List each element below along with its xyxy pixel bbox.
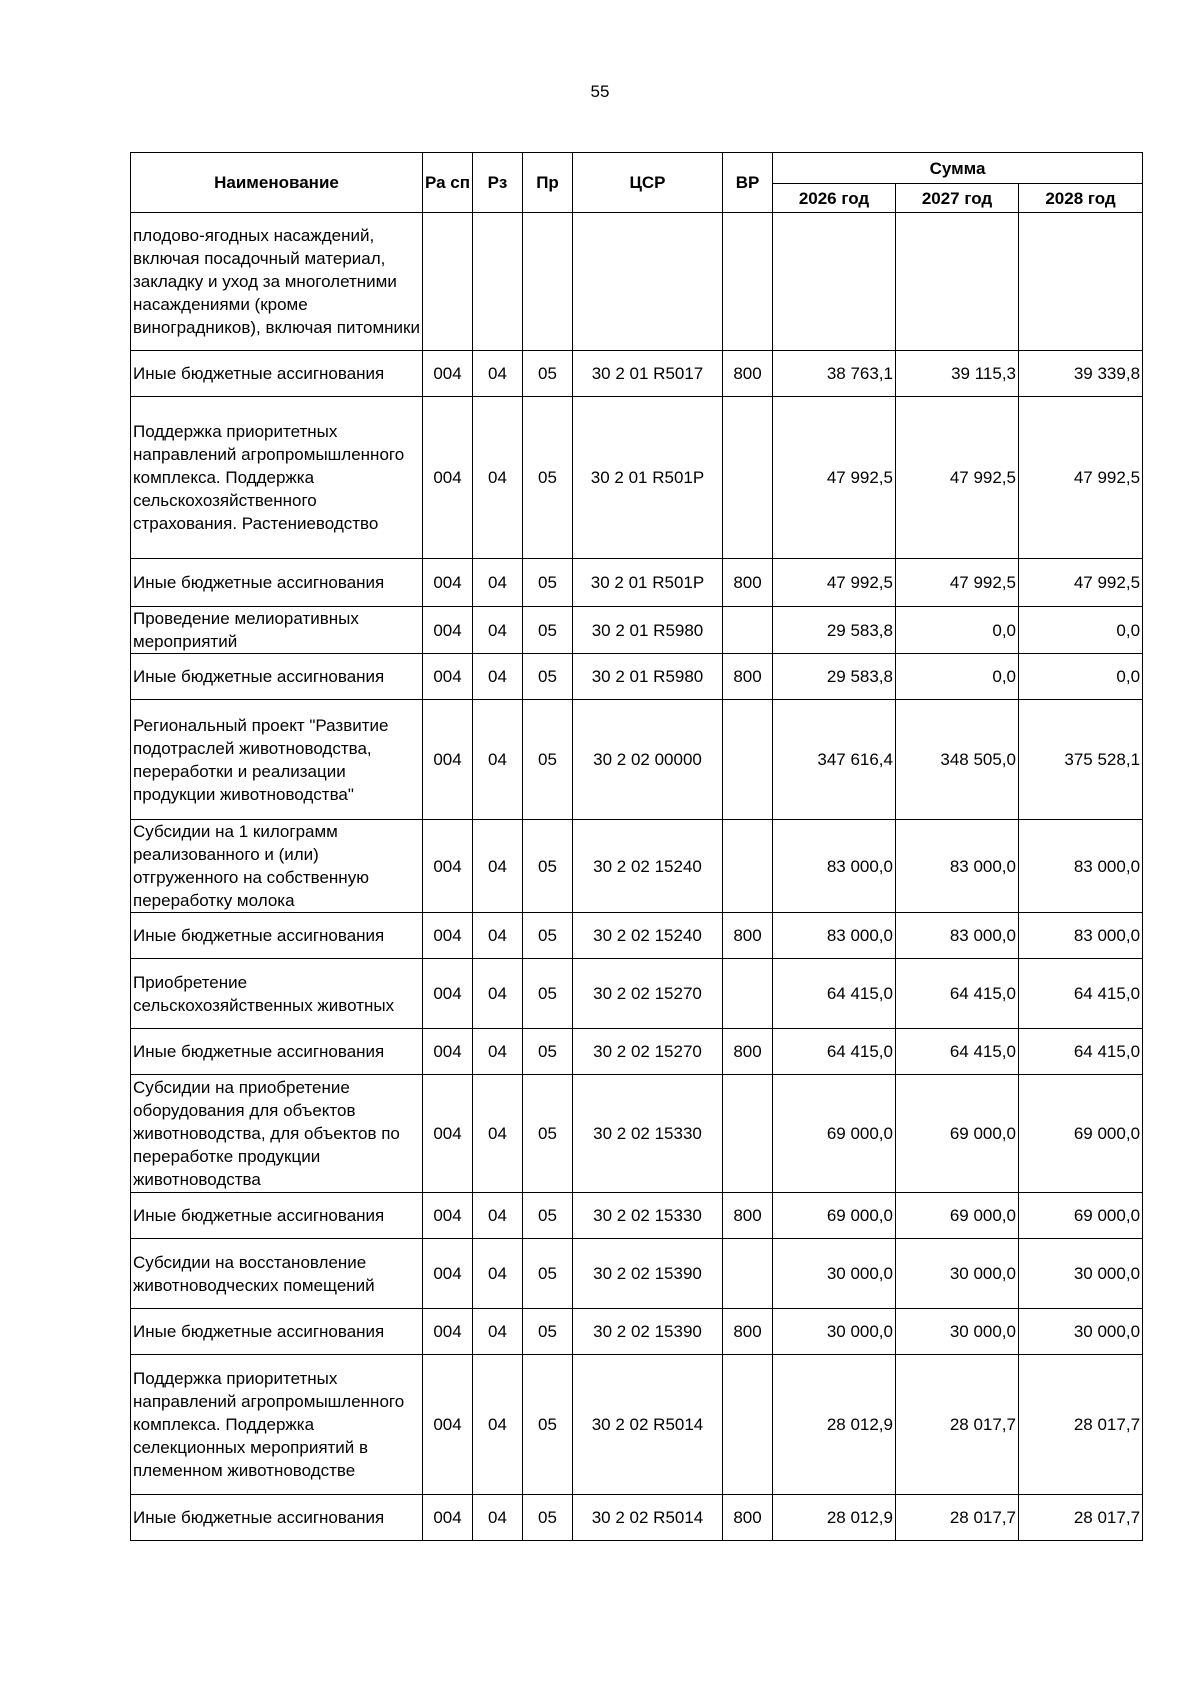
row-csr: 30 2 02 15270: [573, 1029, 723, 1075]
row-name: Иные бюджетные ассигнования: [131, 559, 423, 607]
row-rz: [473, 213, 523, 351]
table-row: [131, 1193, 1143, 1239]
header-csr: ЦСР: [573, 153, 723, 213]
row-name: Иные бюджетные ассигнования: [131, 1193, 423, 1239]
row-rasp: 004: [423, 559, 473, 607]
row-rasp: 004: [423, 654, 473, 700]
row-amount-2028: 69 000,0: [1019, 1193, 1143, 1239]
header-pr: Пр: [523, 153, 573, 213]
row-pr: 05: [523, 913, 573, 959]
row-name: Иные бюджетные ассигнования: [131, 351, 423, 397]
row-name: Иные бюджетные ассигнования: [131, 1029, 423, 1075]
header-year-2028: 2028 год: [1019, 184, 1143, 213]
header-rz: Рз: [473, 153, 523, 213]
row-pr: 05: [523, 820, 573, 913]
row-pr: 05: [523, 1495, 573, 1541]
table-row: [131, 397, 1143, 559]
row-amount-2027: 69 000,0: [896, 1193, 1019, 1239]
table-row: [131, 213, 1143, 351]
table-row: [131, 607, 1143, 654]
row-amount-2028: 83 000,0: [1019, 820, 1143, 913]
table-row: [131, 820, 1143, 913]
row-rz: 04: [473, 607, 523, 654]
row-name: Поддержка приоритетных направлений агропромышленного комплекса. Поддержка сельскохозяйственного страхования. Растениеводство: [131, 397, 423, 559]
row-rasp: 004: [423, 820, 473, 913]
row-csr: 30 2 02 15330: [573, 1075, 723, 1193]
row-csr: 30 2 01 R5980: [573, 654, 723, 700]
row-vr: [723, 1075, 773, 1193]
row-rz: 04: [473, 820, 523, 913]
row-pr: 05: [523, 1075, 573, 1193]
row-rz: 04: [473, 959, 523, 1029]
row-amount-2026: 38 763,1: [773, 351, 896, 397]
row-amount-2027: 0,0: [896, 654, 1019, 700]
row-name: Проведение мелиоративных мероприятий: [131, 607, 423, 654]
row-rasp: 004: [423, 1355, 473, 1495]
row-amount-2026: 28 012,9: [773, 1495, 896, 1541]
row-rz: 04: [473, 1355, 523, 1495]
row-csr: 30 2 02 R5014: [573, 1355, 723, 1495]
header-name: Наименование: [131, 153, 423, 213]
row-amount-2028: 0,0: [1019, 607, 1143, 654]
row-amount-2028: 39 339,8: [1019, 351, 1143, 397]
budget-table: [130, 152, 1143, 1541]
row-csr: 30 2 01 R5980: [573, 607, 723, 654]
row-csr: 30 2 01 R501P: [573, 559, 723, 607]
row-pr: 05: [523, 559, 573, 607]
row-amount-2027: 348 505,0: [896, 700, 1019, 820]
row-rz: 04: [473, 559, 523, 607]
header-rasp: Ра сп: [423, 153, 473, 213]
table-row: [131, 1495, 1143, 1541]
row-amount-2026: 64 415,0: [773, 959, 896, 1029]
row-amount-2026: 47 992,5: [773, 397, 896, 559]
row-amount-2026: 47 992,5: [773, 559, 896, 607]
row-csr: 30 2 02 15270: [573, 959, 723, 1029]
row-amount-2028: 28 017,7: [1019, 1495, 1143, 1541]
row-rasp: 004: [423, 1029, 473, 1075]
table-row: [131, 1029, 1143, 1075]
row-csr: 30 2 02 15240: [573, 913, 723, 959]
row-amount-2027: 39 115,3: [896, 351, 1019, 397]
row-name: Иные бюджетные ассигнования: [131, 654, 423, 700]
row-pr: 05: [523, 1355, 573, 1495]
row-amount-2028: 64 415,0: [1019, 1029, 1143, 1075]
row-vr: 800: [723, 1309, 773, 1355]
row-name: Субсидии на восстановление животноводческих помещений: [131, 1239, 423, 1309]
row-amount-2027: 83 000,0: [896, 820, 1019, 913]
page-number: 55: [590, 82, 610, 101]
row-rz: 04: [473, 654, 523, 700]
row-vr: 800: [723, 654, 773, 700]
row-pr: [523, 213, 573, 351]
row-amount-2026: 64 415,0: [773, 1029, 896, 1075]
row-name: Субсидии на приобретение оборудования для объектов животноводства, для объектов по переработке продукции животноводства: [131, 1075, 423, 1193]
row-amount-2028: 0,0: [1019, 654, 1143, 700]
row-vr: [723, 397, 773, 559]
row-csr: [573, 213, 723, 351]
row-amount-2028: 30 000,0: [1019, 1309, 1143, 1355]
row-pr: 05: [523, 351, 573, 397]
row-rz: 04: [473, 1309, 523, 1355]
row-amount-2026: 347 616,4: [773, 700, 896, 820]
row-amount-2026: 83 000,0: [773, 913, 896, 959]
row-pr: 05: [523, 654, 573, 700]
row-csr: 30 2 01 R5017: [573, 351, 723, 397]
row-csr: 30 2 02 R5014: [573, 1495, 723, 1541]
row-rasp: [423, 213, 473, 351]
row-vr: [723, 700, 773, 820]
table-row: [131, 1239, 1143, 1309]
table-row: [131, 654, 1143, 700]
row-pr: 05: [523, 1029, 573, 1075]
table-row: [131, 559, 1143, 607]
row-amount-2026: 29 583,8: [773, 654, 896, 700]
row-rasp: 004: [423, 1239, 473, 1309]
table-row: [131, 1309, 1143, 1355]
row-amount-2027: 64 415,0: [896, 959, 1019, 1029]
row-amount-2028: 83 000,0: [1019, 913, 1143, 959]
row-rasp: 004: [423, 959, 473, 1029]
row-rasp: 004: [423, 1075, 473, 1193]
row-vr: 800: [723, 913, 773, 959]
row-rz: 04: [473, 913, 523, 959]
row-rasp: 004: [423, 351, 473, 397]
header-vr: ВР: [723, 153, 773, 213]
row-amount-2027: 28 017,7: [896, 1495, 1019, 1541]
row-amount-2026: [773, 213, 896, 351]
table-row: [131, 700, 1143, 820]
table-row: [131, 959, 1143, 1029]
row-csr: 30 2 02 00000: [573, 700, 723, 820]
row-pr: 05: [523, 959, 573, 1029]
row-vr: [723, 1239, 773, 1309]
row-rz: 04: [473, 351, 523, 397]
row-vr: 800: [723, 1029, 773, 1075]
row-name: Региональный проект "Развитие подотраслей животноводства, переработки и реализации продукции животноводства": [131, 700, 423, 820]
row-name: Иные бюджетные ассигнования: [131, 1495, 423, 1541]
row-amount-2027: 30 000,0: [896, 1239, 1019, 1309]
row-vr: [723, 959, 773, 1029]
row-amount-2028: 47 992,5: [1019, 559, 1143, 607]
header-year-2027: 2027 год: [896, 184, 1019, 213]
header-year-2026: 2026 год: [773, 184, 896, 213]
row-name: Субсидии на 1 килограмм реализованного и (или) отгруженного на собственную переработку молока: [131, 820, 423, 913]
row-name: Иные бюджетные ассигнования: [131, 913, 423, 959]
row-rasp: 004: [423, 1309, 473, 1355]
row-rz: 04: [473, 1495, 523, 1541]
row-rz: 04: [473, 1239, 523, 1309]
row-amount-2026: 30 000,0: [773, 1309, 896, 1355]
table-row: [131, 1075, 1143, 1193]
row-amount-2026: 30 000,0: [773, 1239, 896, 1309]
row-amount-2027: 47 992,5: [896, 559, 1019, 607]
row-amount-2027: 28 017,7: [896, 1355, 1019, 1495]
row-vr: [723, 213, 773, 351]
row-name: Приобретение сельскохозяйственных животных: [131, 959, 423, 1029]
row-amount-2028: 47 992,5: [1019, 397, 1143, 559]
row-name: плодово-ягодных насаждений, включая посадочный материал, закладку и уход за многолетними насаждениями (кроме виноградников), включая питомники: [131, 213, 423, 351]
table-row: [131, 351, 1143, 397]
row-pr: 05: [523, 1193, 573, 1239]
row-amount-2026: 29 583,8: [773, 607, 896, 654]
row-csr: 30 2 01 R501P: [573, 397, 723, 559]
row-csr: 30 2 02 15330: [573, 1193, 723, 1239]
row-amount-2027: 69 000,0: [896, 1075, 1019, 1193]
row-name: Иные бюджетные ассигнования: [131, 1309, 423, 1355]
row-csr: 30 2 02 15240: [573, 820, 723, 913]
row-vr: [723, 607, 773, 654]
row-rz: 04: [473, 700, 523, 820]
row-pr: 05: [523, 397, 573, 559]
row-pr: 05: [523, 1239, 573, 1309]
row-amount-2027: 64 415,0: [896, 1029, 1019, 1075]
row-rasp: 004: [423, 607, 473, 654]
row-rasp: 004: [423, 397, 473, 559]
table-row: [131, 1355, 1143, 1495]
row-amount-2027: [896, 213, 1019, 351]
row-amount-2027: 47 992,5: [896, 397, 1019, 559]
row-csr: 30 2 02 15390: [573, 1239, 723, 1309]
header-sum: Сумма: [773, 153, 1143, 184]
row-amount-2027: 30 000,0: [896, 1309, 1019, 1355]
row-rasp: 004: [423, 1193, 473, 1239]
row-pr: 05: [523, 1309, 573, 1355]
row-rasp: 004: [423, 1495, 473, 1541]
row-pr: 05: [523, 607, 573, 654]
row-csr: 30 2 02 15390: [573, 1309, 723, 1355]
row-rz: 04: [473, 1029, 523, 1075]
row-amount-2028: [1019, 213, 1143, 351]
row-vr: 800: [723, 1193, 773, 1239]
row-amount-2026: 28 012,9: [773, 1355, 896, 1495]
row-vr: [723, 820, 773, 913]
row-amount-2027: 83 000,0: [896, 913, 1019, 959]
row-vr: 800: [723, 559, 773, 607]
row-amount-2026: 69 000,0: [773, 1075, 896, 1193]
row-rasp: 004: [423, 700, 473, 820]
header-row-1: [131, 153, 1143, 184]
row-rz: 04: [473, 1193, 523, 1239]
row-amount-2026: 69 000,0: [773, 1193, 896, 1239]
row-vr: 800: [723, 351, 773, 397]
row-amount-2028: 30 000,0: [1019, 1239, 1143, 1309]
row-vr: [723, 1355, 773, 1495]
row-amount-2028: 64 415,0: [1019, 959, 1143, 1029]
row-rz: 04: [473, 397, 523, 559]
row-vr: 800: [723, 1495, 773, 1541]
row-amount-2028: 28 017,7: [1019, 1355, 1143, 1495]
row-name: Поддержка приоритетных направлений агропромышленного комплекса. Поддержка селекционных мероприятий в племенном животноводстве: [131, 1355, 423, 1495]
table-row: [131, 913, 1143, 959]
row-amount-2028: 375 528,1: [1019, 700, 1143, 820]
row-rz: 04: [473, 1075, 523, 1193]
row-amount-2026: 83 000,0: [773, 820, 896, 913]
row-rasp: 004: [423, 913, 473, 959]
row-pr: 05: [523, 700, 573, 820]
row-amount-2027: 0,0: [896, 607, 1019, 654]
row-amount-2028: 69 000,0: [1019, 1075, 1143, 1193]
